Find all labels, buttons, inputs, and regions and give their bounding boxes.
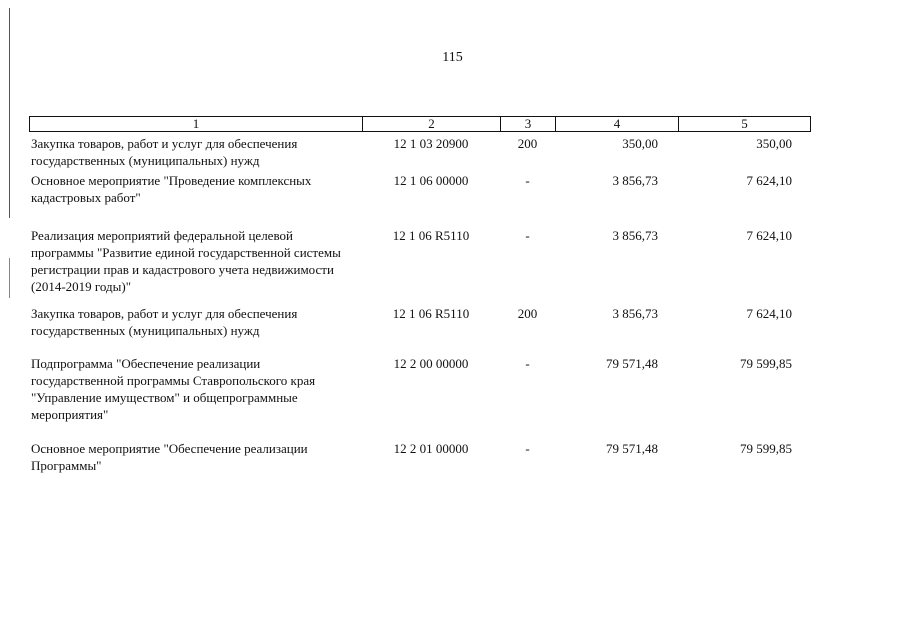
- row-value-1: 3 856,73: [612, 306, 658, 321]
- row-code: 12 1 06 00000: [393, 173, 469, 188]
- column-header-4: 4: [556, 117, 679, 132]
- row-value-1: 3 856,73: [612, 173, 658, 188]
- row-value-1: 350,00: [622, 136, 658, 151]
- row-value-2: 7 624,10: [746, 173, 792, 188]
- row-type: -: [525, 356, 530, 371]
- row-type: -: [525, 228, 530, 243]
- row-type: -: [525, 173, 530, 188]
- row-type: 200: [517, 136, 538, 151]
- row-value-1: 3 856,73: [612, 228, 658, 243]
- row-name: Основное мероприятие "Обеспечение реализации Программы": [31, 441, 308, 473]
- scan-margin-mark: [9, 258, 10, 298]
- row-value-2: 7 624,10: [746, 306, 792, 321]
- row-name: Закупка товаров, работ и услуг для обеспечения государственных (муниципальных) нужд: [31, 136, 298, 168]
- row-value-2: 79 599,85: [740, 441, 792, 456]
- row-type: 200: [517, 306, 538, 321]
- row-code: 12 2 00 00000: [393, 356, 469, 371]
- column-header-row: [29, 116, 811, 132]
- column-header-5: 5: [679, 117, 811, 132]
- column-header-3: 3: [501, 117, 556, 132]
- row-code: 12 1 03 20900: [393, 136, 469, 151]
- row-value-2: 7 624,10: [746, 228, 792, 243]
- scan-margin-line: [9, 8, 10, 218]
- column-header-2: 2: [363, 117, 501, 132]
- row-name: Закупка товаров, работ и услуг для обеспечения государственных (муниципальных) нужд: [31, 306, 298, 338]
- row-value-2: 350,00: [756, 136, 792, 151]
- row-value-1: 79 571,48: [606, 356, 658, 371]
- row-code: 12 1 06 R5110: [392, 228, 470, 243]
- row-type: -: [525, 441, 530, 456]
- row-name: Подпрограмма "Обеспечение реализации государственной программы Ставропольского края "Управление имуществом" и общепрограммные мероприятия": [31, 356, 316, 422]
- row-name: Основное мероприятие "Проведение комплексных кадастровых работ": [31, 173, 312, 205]
- row-code: 12 1 06 R5110: [392, 306, 470, 321]
- page-number: 115: [442, 50, 463, 65]
- row-value-1: 79 571,48: [606, 441, 658, 456]
- row-code: 12 2 01 00000: [393, 441, 469, 456]
- column-header-1: 1: [30, 117, 363, 132]
- row-name: Реализация мероприятий федеральной целевой программы "Развитие единой государственной системы регистрации прав и кадастрового учета недвижимости (2014-2019 годы)": [31, 228, 341, 294]
- row-value-2: 79 599,85: [740, 356, 792, 371]
